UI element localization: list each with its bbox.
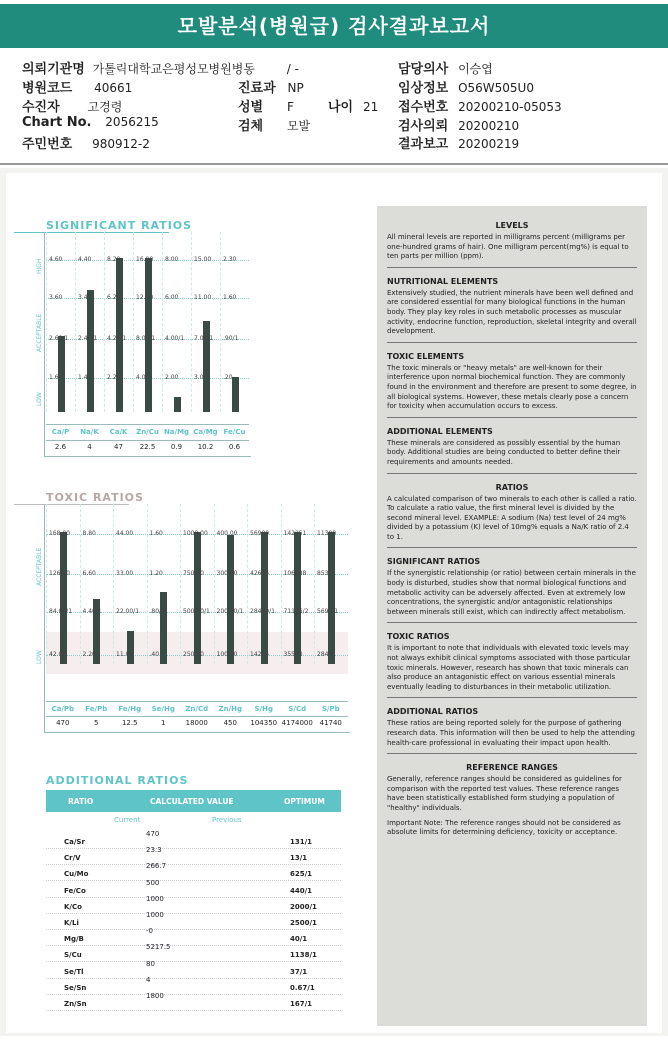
- additional-row-ratio: K/Co: [64, 902, 82, 911]
- age-row: [328, 96, 378, 115]
- additional-title: ADDITIONAL RATIOS: [46, 774, 189, 787]
- additional-row-optimum: 40/1: [290, 935, 308, 944]
- toxic-column-label: S/Hg: [254, 705, 273, 713]
- additional-row-ratio: S/Cu: [64, 951, 82, 960]
- toxic-bar: [60, 532, 67, 664]
- toxic-column-value: 5: [94, 719, 99, 727]
- col-ratio: RATIO: [68, 797, 94, 806]
- toxic-column-divider: [314, 504, 315, 664]
- age-label: 나이: [328, 100, 354, 115]
- toxic-column-divider: [180, 504, 181, 664]
- col-calculated: CALCULATED VALUE: [150, 797, 234, 806]
- panel-divider: [387, 753, 637, 754]
- toxic-column-divider: [147, 504, 148, 664]
- additional-elements-heading: ADDITIONAL ELEMENTS: [387, 426, 493, 436]
- additional-row-optimum: 167/1: [290, 1000, 313, 1008]
- toxic-bar: [194, 532, 201, 664]
- dept-label: 진료과: [238, 81, 276, 96]
- significant-tick-label: 2.30: [223, 256, 237, 263]
- additional-row-ratio: Cu/Mo: [64, 870, 89, 879]
- ssn-label: 주민번호: [22, 137, 73, 152]
- significant-tick-label: 1.40: [78, 374, 92, 381]
- significant-chart: [14, 232, 254, 462]
- important-note-text: Important Note: The reference ranges should not be considered as absolute limits for determining deficiency, toxicity or acceptance.: [387, 818, 621, 837]
- request-date-value: 20200210: [458, 119, 520, 133]
- toxic-tick-label: 42675: [250, 570, 270, 577]
- additional-row-ratio: Se/Tl: [64, 967, 84, 976]
- significant-tick-label: 1.60: [49, 374, 63, 381]
- toxic-column-divider: [80, 504, 81, 664]
- toxic-column-value: 18000: [185, 719, 208, 727]
- toxic-column-label: Fe/Hg: [118, 705, 142, 713]
- toxic-elements-text: The toxic minerals or "heavy metals" are well-known for their interference upon normal biochemical function. They are commonly found in the environment and therefore are present to some degree, in all biological systems. However, these metals clearly pose a concern for toxicity when accumulation occurs to excess.: [387, 363, 637, 411]
- toxic-tick-label: 71126/2: [283, 608, 309, 615]
- significant-tick-label: 15.00: [194, 256, 212, 263]
- toxic-bar: [261, 532, 268, 664]
- toxic-label-rule: [46, 701, 348, 702]
- additional-elements-text: These minerals are considered as possibly essential by the human body. Additional studies are being conducted to better define their requirements and amounts needed.: [387, 438, 621, 466]
- reference-ranges-text: Generally, reference ranges should be considered as guidelines for comparison with the reported test values. These reference ranges have been statistically established form studying a population of "healthy" individuals.: [387, 775, 622, 812]
- toxic-elements-heading: TOXIC ELEMENTS: [387, 351, 465, 361]
- toxic-zone-label: ACCEPTABLE: [36, 547, 43, 586]
- toxic-column-label: S/Pb: [321, 705, 340, 713]
- panel-divider: [387, 697, 637, 698]
- additional-row-rule: [46, 1010, 341, 1011]
- additional-row-current: -0: [146, 927, 153, 936]
- chart-row: [22, 115, 159, 130]
- toxic-column-value: 1: [161, 719, 166, 727]
- toxic-tick-label: 300.00: [216, 570, 238, 577]
- significant-tick-label: 8.20: [107, 256, 121, 263]
- toxic-tick-label: 500.00/1: [183, 608, 210, 615]
- significant-column-label: Ca/K: [109, 428, 128, 436]
- specimen-row: [238, 115, 310, 134]
- additional-row-rule: [46, 913, 341, 914]
- significant-tick-label: 2.60/1: [49, 335, 69, 342]
- toxic-tick-label: 6.60: [82, 570, 96, 577]
- significant-column-value: 10.2: [197, 443, 214, 451]
- ssn-value: 980912-2: [92, 137, 150, 151]
- dept-row: [238, 77, 304, 96]
- additional-row-ratio: Se/Sn: [64, 983, 87, 992]
- significant-tick-label: 6.20: [107, 294, 121, 301]
- toxic-tick-label: 11380: [317, 530, 337, 537]
- chart-value: 2056215: [105, 115, 159, 129]
- toxic-tick-label: 1.20: [149, 570, 163, 577]
- toxic-column-value: 104350: [250, 719, 278, 727]
- panel-divider: [387, 547, 637, 548]
- significant-column-value: 47: [114, 443, 123, 451]
- doctor-row: [398, 58, 493, 77]
- toxic-ratios-heading: TOXIC RATIOS: [387, 632, 450, 642]
- additional-row-optimum: 1138/1: [290, 951, 317, 960]
- clinical-value: O56W505U0: [458, 81, 534, 95]
- toxic-tick-label: 750.00: [183, 570, 204, 577]
- significant-column-value: 0.6: [228, 443, 241, 451]
- significant-column-label: Fe/Cu: [223, 428, 246, 436]
- toxic-bar: [227, 535, 234, 664]
- additional-header: [46, 790, 341, 812]
- significant-tick-label: 4.60: [49, 256, 63, 263]
- toxic-tick-label: 106688: [283, 570, 307, 577]
- patient-value: 고경령: [87, 100, 123, 114]
- additional-row-current: 5217.5: [146, 943, 171, 952]
- receipt-label: 접수번호: [398, 100, 449, 115]
- ratios-text: A calculated comparison of two minerals to each other is called a ratio. To calculate a ratio value, the first mineral level is divided by the second mineral level. EXAMPLE: A sodium (Na) test level of 24 mg% divided by a potassium (K) level of 10mg% equals a Na/K ratio of 2.4 to 1.: [387, 494, 637, 541]
- ratios-heading: RATIOS: [495, 482, 529, 492]
- additional-row-ratio: Ca/Sr: [64, 838, 85, 846]
- additional-ratios-heading: ADDITIONAL RATIOS: [387, 707, 479, 717]
- additional-row-rule: [46, 994, 341, 995]
- significant-tick-label: 2.00: [165, 374, 179, 381]
- toxic-tick-label: 1000.00: [183, 530, 208, 537]
- additional-row-rule: [46, 961, 341, 962]
- toxic-tick-label: .40: [149, 651, 160, 658]
- significant-tick-label: 6.00: [165, 294, 179, 301]
- report-date-label: 결과보고: [398, 137, 449, 152]
- toxic-column-label: S/Cd: [288, 705, 307, 713]
- significant-column-label: Na/K: [80, 428, 99, 436]
- additional-row-optimum: 0.67/1: [290, 983, 315, 992]
- significant-tick-label: 12.00: [136, 294, 154, 301]
- dept-value: NP: [287, 81, 304, 95]
- col-previous: Previous: [212, 816, 242, 824]
- header-divider: [0, 163, 668, 165]
- panel-divider: [387, 267, 637, 268]
- levels-text: All mineral levels are reported in milligrams percent (milligrams per one-hundred grams of hair). One milligram percent(mg%) is equal to ten parts per million (ppm).: [387, 233, 629, 261]
- significant-tick-label: 8.00/1: [136, 335, 156, 342]
- toxic-chart: [14, 504, 349, 764]
- additional-row-current: 1800: [146, 992, 164, 1000]
- reference-ranges-heading: REFERENCE RANGES: [466, 763, 558, 773]
- additional-row-ratio: Zn/Sn: [64, 1000, 87, 1008]
- dept-slash-value: / -: [286, 62, 299, 76]
- additional-row-optimum: 2000/1: [290, 902, 317, 911]
- toxic-bar: [294, 532, 301, 664]
- panel-divider: [387, 473, 637, 474]
- col-current: Current: [114, 816, 141, 824]
- additional-row-rule: [46, 897, 341, 898]
- panel-divider: [387, 417, 637, 418]
- toxic-column-label: Zn/Hg: [218, 705, 242, 713]
- toxic-tick-label: 8535: [317, 570, 333, 577]
- requester-label: 의뢰기관명: [22, 62, 85, 77]
- toxic-tick-label: 400.00: [216, 530, 238, 537]
- toxic-tick-label: 14225: [250, 651, 270, 658]
- toxic-ratios-text: It is important to note that individuals with elevated toxic levels may not always exhibit clinical symptoms associated with those particular toxic minerals. However, research has shown that toxic minerals can also produce an antagonistic effect on various essential minerals eventually leading to disturbances in their metabolic utilization.: [387, 644, 631, 691]
- toxic-column-divider: [281, 504, 282, 664]
- additional-row-optimum: 13/1: [290, 854, 308, 863]
- significant-column-label: Ca/P: [51, 428, 70, 436]
- significant-column-label: Ca/Mg: [193, 428, 218, 436]
- doctor-label: 담당의사: [398, 62, 449, 77]
- significant-tick-label: 8.00: [165, 256, 179, 263]
- toxic-tick-label: 200.00/1: [216, 608, 244, 615]
- additional-row-rule: [46, 864, 341, 865]
- significant-column-divider: [46, 232, 47, 412]
- requester-value: 가톨릭대학교은평성모병원병동: [92, 62, 255, 76]
- significant-tick-label: 2.40/1: [78, 335, 98, 342]
- clinical-label: 임상정보: [398, 81, 449, 96]
- additional-ratios-text: These ratios are being reported solely for the purpose of gathering research data. This information will then be used to help the attending health-care professional in evaluating their impact upon health.: [387, 719, 635, 747]
- significant-tick-label: 3.00: [194, 374, 208, 381]
- significant-ratios-text: If the synergistic relationship (or ratio) between certain minerals in the body is disturbed, studies show that normal biological functions and metabolic activity can be adversely affected. Even at extremely low concentrations, the synergistic and/or antagonistic relationships between minerals still exist, which can indirectly affect metabolism.: [387, 569, 636, 616]
- chart-label: Chart No.: [22, 115, 92, 130]
- toxic-zone-label: LOW: [36, 650, 43, 664]
- patient-label: 수진자: [22, 100, 60, 115]
- significant-column-divider: [75, 232, 76, 412]
- additional-row-ratio: K/Li: [64, 919, 79, 927]
- additional-row-current: 500: [146, 878, 160, 887]
- additional-row-optimum: 625/1: [290, 870, 313, 879]
- toxic-column-value: 41740: [319, 719, 342, 727]
- significant-column-value: 4: [87, 443, 92, 451]
- toxic-tick-label: 168.00: [49, 530, 70, 537]
- additional-row-optimum: 2500/1: [290, 919, 317, 927]
- significant-tick-label: 4.00: [136, 374, 150, 381]
- panel-divider: [387, 622, 637, 623]
- additional-row-rule: [46, 880, 341, 881]
- toxic-tick-label: 4.40/1: [82, 608, 102, 615]
- significant-column-divider: [133, 232, 134, 412]
- significant-tick-label: .20: [223, 374, 233, 381]
- explanation-panel: [377, 206, 647, 1026]
- toxic-column-divider: [113, 504, 114, 664]
- significant-column-label: Na/Mg: [163, 428, 190, 436]
- toxic-column-label: Se/Hg: [151, 705, 175, 713]
- significant-column-divider: [220, 232, 221, 412]
- age-value: 21: [362, 100, 379, 114]
- requester-row: [22, 58, 299, 77]
- significant-value-rule: [46, 440, 249, 441]
- toxic-tick-label: 100.00: [216, 651, 238, 658]
- report-date-row: [398, 133, 519, 152]
- additional-row-rule: [46, 978, 341, 979]
- toxic-tick-label: 84.00/1: [49, 608, 73, 615]
- toxic-tick-label: 2845: [317, 651, 333, 658]
- additional-row-current: 266.7: [146, 862, 167, 871]
- sex-label: 성별: [238, 100, 264, 115]
- significant-column-divider: [104, 232, 105, 412]
- toxic-tick-label: 11.00: [116, 651, 134, 658]
- receipt-value: 20200210-05053: [458, 100, 562, 114]
- additional-row-current: 23.3: [146, 846, 162, 855]
- toxic-column-label: Ca/Pb: [51, 705, 75, 713]
- hosp-code-row: [22, 77, 132, 96]
- toxic-column-value: 470: [56, 719, 70, 727]
- toxic-bar: [160, 592, 167, 664]
- levels-heading: LEVELS: [495, 221, 529, 230]
- additional-row-current: 470: [146, 830, 160, 838]
- toxic-tick-label: 42.00: [49, 651, 67, 658]
- request-date-label: 검사의뢰: [398, 119, 449, 134]
- additional-row-ratio: Mg/B: [64, 935, 84, 944]
- significant-bar: [232, 377, 239, 412]
- significant-tick-label: 2.20: [107, 374, 121, 381]
- additional-row-optimum: 440/1: [290, 886, 313, 895]
- additional-row-current: 80: [146, 959, 155, 968]
- ssn-row: [22, 133, 150, 152]
- col-optimum: OPTIMUM: [284, 797, 325, 806]
- toxic-title: TOXIC RATIOS: [46, 491, 144, 504]
- toxic-tick-label: 250.00: [183, 651, 204, 658]
- significant-column-label: Zn/Cu: [136, 428, 159, 436]
- specimen-label: 검체: [238, 119, 264, 134]
- additional-row-optimum: 131/1: [290, 838, 313, 846]
- hosp-code-label: 병원코드: [22, 81, 73, 96]
- toxic-tick-label: 28450/1: [250, 608, 275, 615]
- significant-tick-label: 4.40: [78, 256, 92, 263]
- significant-column-value: 2.6: [54, 443, 67, 451]
- significant-column-divider: [191, 232, 192, 412]
- toxic-column-label: Zn/Cd: [185, 705, 209, 713]
- significant-bar: [87, 290, 94, 412]
- toxic-tick-label: 35563: [283, 651, 303, 658]
- significant-zone-label: LOW: [36, 392, 43, 406]
- hosp-code-value: 40661: [94, 81, 133, 95]
- nutritional-text: Extensively studied, the nutrient minerals have been well defined and are considered essential for many biological functions in the human body. They play key roles in such metabolic processes as muscular activity, endocrine function, reproduction, skeletal integrity and overall development.: [387, 288, 637, 336]
- additional-row-current: 1000: [146, 894, 164, 903]
- additional-row-current: 1000: [146, 911, 164, 919]
- toxic-column-value: 450: [223, 719, 237, 727]
- doctor-value: 이승엽: [458, 62, 493, 76]
- toxic-tick-label: .80/1: [149, 608, 165, 615]
- request-date-row: [398, 115, 519, 134]
- toxic-column-divider: [214, 504, 215, 664]
- significant-label-rule: [46, 424, 249, 425]
- significant-ratios-heading: SIGNIFICANT RATIOS: [387, 557, 481, 567]
- toxic-bar: [127, 631, 134, 664]
- toxic-bar: [328, 532, 335, 664]
- significant-tick-label: 3.40: [78, 294, 92, 301]
- significant-tick-label: 4.00/1: [165, 335, 185, 342]
- significant-column-divider: [162, 232, 163, 412]
- additional-row-rule: [46, 848, 341, 849]
- additional-row-optimum: 37/1: [290, 967, 308, 976]
- additional-row-ratio: Cr/V: [64, 854, 81, 863]
- significant-column-value: 0.9: [170, 443, 183, 451]
- additional-row-ratio: Fe/Co: [64, 886, 86, 895]
- report-title: 모발분석(병원급) 검사결과보고서: [0, 4, 668, 48]
- toxic-tick-label: 142251: [283, 530, 307, 537]
- significant-tick-label: 7.00/1: [194, 335, 214, 342]
- toxic-tick-label: 5690/1: [317, 608, 339, 615]
- significant-zone-label: HIGH: [36, 258, 43, 274]
- toxic-tick-label: 33.00: [116, 570, 134, 577]
- toxic-tick-label: 1.60: [149, 530, 163, 537]
- toxic-tick-label: 56900: [250, 530, 270, 537]
- significant-tick-label: .90/1: [223, 335, 239, 342]
- significant-tick-label: 11.00: [194, 294, 212, 301]
- significant-zone-label: ACCEPTABLE: [36, 313, 43, 352]
- toxic-column-divider: [247, 504, 248, 664]
- receipt-row: [398, 96, 562, 115]
- toxic-tick-label: 2.20: [82, 651, 96, 658]
- significant-column-value: 22.5: [139, 443, 156, 451]
- patient-row: [22, 96, 122, 115]
- specimen-value: 모발: [286, 119, 311, 133]
- toxic-column-label: Fe/Pb: [85, 705, 108, 713]
- clinical-row: [398, 77, 534, 96]
- toxic-tick-label: 8.80: [82, 530, 96, 537]
- additional-row-rule: [46, 929, 341, 930]
- toxic-tick-label: 44.00: [116, 530, 134, 537]
- significant-tick-label: 3.60: [49, 294, 63, 301]
- significant-tick-label: 4.20/1: [107, 335, 127, 342]
- nutritional-heading: NUTRITIONAL ELEMENTS: [387, 276, 499, 286]
- toxic-tick-label: 22.00/1: [116, 608, 140, 615]
- significant-bar: [174, 397, 181, 412]
- toxic-value-rule: [46, 716, 348, 717]
- additional-row-current: 4: [146, 975, 151, 984]
- toxic-tick-label: 126.00: [49, 570, 70, 577]
- significant-tick-label: 1.60: [223, 294, 237, 301]
- panel-divider: [387, 342, 637, 343]
- toxic-column-divider: [46, 504, 47, 664]
- sex-value: F: [286, 100, 294, 114]
- toxic-column-value: 4174000: [281, 719, 313, 727]
- significant-title: SIGNIFICANT RATIOS: [46, 219, 193, 232]
- report-date-value: 20200219: [458, 137, 520, 151]
- additional-row-rule: [46, 945, 341, 946]
- sex-row: [238, 96, 294, 115]
- significant-tick-label: 16.00: [136, 256, 154, 263]
- toxic-column-value: 12.5: [121, 719, 138, 727]
